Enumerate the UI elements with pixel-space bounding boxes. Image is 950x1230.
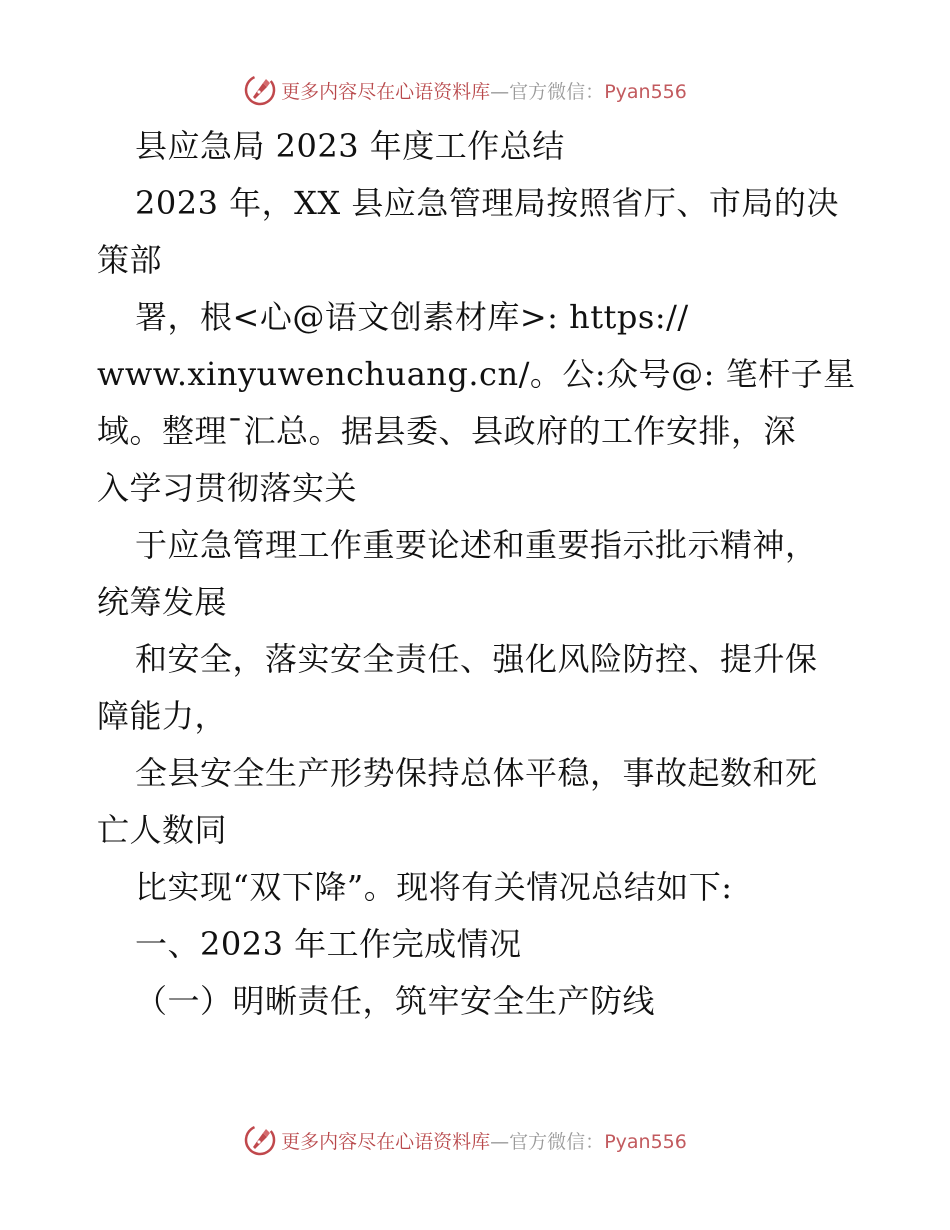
watermark-text bbox=[281, 1127, 687, 1154]
document-line: 比实现“双下降”。现将有关情况总结如下: bbox=[135, 868, 733, 906]
document-line: （一）明晰责任，筑牢安全生产防线 bbox=[135, 982, 656, 1020]
watermark-separator: — bbox=[490, 80, 510, 103]
document-line: 亡人数同 bbox=[97, 811, 228, 849]
watermark-wechat-id: Pyan556 bbox=[604, 1130, 687, 1153]
document-line: 域。整理¯汇总。据县委、县政府的工作安排，深 bbox=[97, 412, 797, 450]
header-watermark-banner bbox=[0, 70, 950, 110]
document-line: 于应急管理工作重要论述和重要指示批示精神， bbox=[135, 526, 818, 564]
document-line: 署，根<心@语文创素材库>: https:// bbox=[135, 298, 689, 336]
pen-nib-logo-icon bbox=[243, 73, 277, 107]
document-line: 和安全，落实安全责任、强化风险防控、提升保 bbox=[135, 640, 818, 678]
document-line: 障能力， bbox=[97, 697, 228, 735]
document-line: 入学习贯彻落实关 bbox=[97, 469, 358, 507]
document-line: 2023 年，XX 县应急管理局按照省厅、市局的决 bbox=[135, 184, 839, 222]
watermark-wechat-id: Pyan556 bbox=[604, 80, 687, 103]
document-line: 策部 bbox=[97, 241, 163, 279]
document-line: 统筹发展 bbox=[97, 583, 228, 621]
pen-nib-logo-icon bbox=[243, 1123, 277, 1157]
document-line: 一、2023 年工作完成情况 bbox=[135, 925, 522, 963]
document-line: 县应急局 2023 年度工作总结 bbox=[135, 127, 565, 165]
document-line: 全县安全生产形势保持总体平稳，事故起数和死 bbox=[135, 754, 818, 792]
watermark-separator: — bbox=[490, 1130, 510, 1153]
watermark-library-name: 更多内容尽在心语资料库 bbox=[281, 1130, 491, 1153]
watermark-text bbox=[281, 77, 687, 104]
footer-watermark-banner bbox=[0, 1120, 950, 1160]
document-body bbox=[97, 118, 857, 1030]
watermark-wechat-label: 官方微信： bbox=[509, 80, 605, 103]
watermark-library-name: 更多内容尽在心语资料库 bbox=[281, 80, 491, 103]
watermark-wechat-label: 官方微信： bbox=[509, 1130, 605, 1153]
document-line: www.xinyuwenchuang.cn/。公:众号@: 笔杆子星 bbox=[97, 355, 856, 393]
